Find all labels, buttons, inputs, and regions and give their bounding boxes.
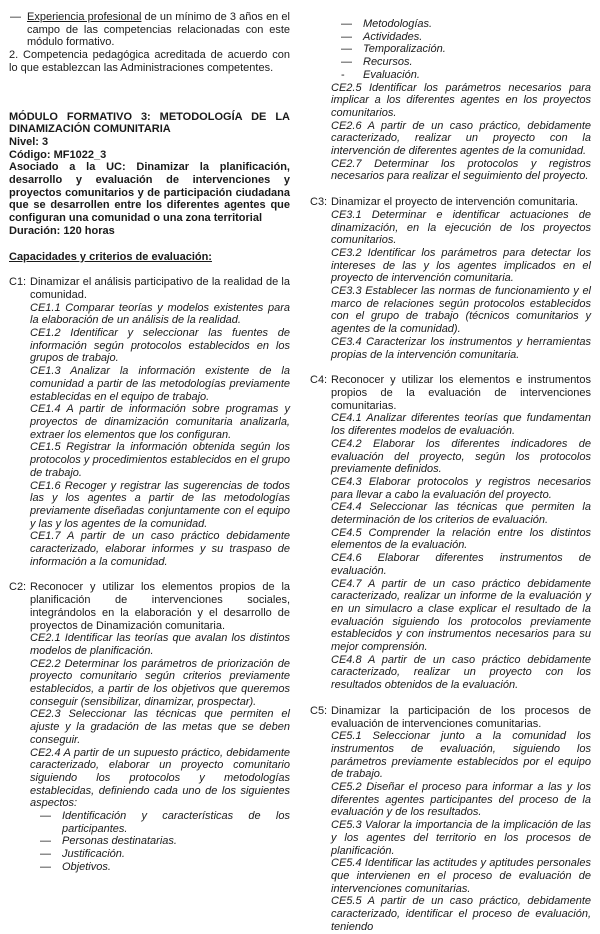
criterion: CE2.4 A partir de un supuesto práctico, debidamente caracterizado, elaborar un proyecto comunitario siguiendo los protocolos y metodologías establecidas, definiendo cada uno de los siguientes aspectos:: [30, 746, 290, 810]
aspect-item: [331, 43, 591, 56]
aspect-text: Recursos.: [363, 56, 413, 69]
capacity-text: Dinamizar el proyecto de intervención comunitaria.: [331, 196, 579, 209]
criterion: CE5.5 A partir de un caso práctico, debidamente caracterizado, identificar el proceso de evaluación, teniendo: [331, 895, 591, 933]
criterion: CE3.1 Determinar e identificar actuaciones de dinamización, en la ejecución de los proyectos comunitarios.: [331, 208, 591, 247]
criterion: CE1.4 A partir de información sobre programas y proyectos de dinamización comunitaria analizarla, extraer los elementos que los configuran.: [30, 403, 290, 441]
criterion: CE1.5 Registrar la información obtenida según los protocolos y procedimientos establecidos en el grupo de trabajo.: [30, 441, 290, 479]
capacity-id: C2:: [9, 581, 27, 594]
experience-label: Experiencia profesional: [27, 11, 142, 23]
aspect-item: [30, 848, 290, 861]
criterion: CE1.2 Identificar y seleccionar las fuentes de información según protocolos establecidos en los grupos de trabajo.: [30, 327, 290, 365]
criterion: CE4.7 A partir de un caso práctico debidamente caracterizado, realizar un informe de la evaluación y en un simulacro a clase explicar el resultado de la evaluación siguiendo los protocolos previamente establecidos y con instrumentos necesarios para su mejor comprensión.: [331, 577, 591, 654]
criterion: CE2.3 Seleccionar las técnicas que permiten el ajuste y la gradación de las metas que se deben conseguir.: [30, 708, 290, 746]
aspect-item: [331, 56, 591, 69]
dash-bullet: -: [341, 68, 345, 81]
criterion: CE2.1 Identificar las teorías que avalan los distintos modelos de planificación.: [30, 632, 290, 657]
criterion: CE3.4 Caracterizar los instrumentos y herramientas propias de la intervención comunitaria.: [331, 335, 591, 361]
criterion: CE1.3 Analizar la información existente de la comunidad a partir de las metodologías previamente establecidas en el equipo de trabajo.: [30, 365, 290, 403]
experience-requirement: [9, 11, 290, 49]
criterion: CE4.5 Comprender la relación entre los distintos elementos de la evaluación.: [331, 526, 591, 552]
module-title: MÓDULO FORMATIVO 3: METODOLOGÍA DE LA DINAMIZACIÓN COMUNITARIA: [9, 110, 290, 136]
criteria-heading-text: Capacidades y criterios de evaluación:: [9, 250, 212, 263]
dash-bullet: —: [10, 11, 21, 23]
capacity-id: C3:: [310, 196, 328, 209]
aspect-text: Evaluación.: [363, 68, 420, 81]
aspect-text: Identificación y características de los participantes.: [62, 810, 290, 835]
capacity-c1: [9, 276, 290, 568]
criterion: CE2.7 Determinar los protocolos y registros necesarios para realizar el seguimiento del proyecto.: [331, 157, 591, 183]
capacity-text: Dinamizar el análisis participativo de la realidad de la comunidad.: [30, 276, 290, 301]
criterion: CE4.8 A partir de un caso práctico debidamente caracterizado, realizar un proyecto con los resultados obtenidos de la evaluación.: [331, 653, 591, 692]
criterion: CE1.6 Recoger y registrar las sugerencias de todos las y los agentes a partir de las metodologías previamente diseñadas conjuntamente con el equipo y las y los agentes de la comunidad.: [30, 479, 290, 530]
criterion: CE4.1 Analizar diferentes teorías que fundamentan los diferentes modelos de evaluación.: [331, 412, 591, 438]
aspect-item: [30, 810, 290, 835]
capacity-c5: [310, 705, 591, 934]
aspect-item: [30, 835, 290, 848]
aspect-item: [30, 861, 290, 874]
capacity-c4: [310, 374, 591, 692]
dash-bullet: —: [341, 18, 352, 30]
capacity-text: Reconocer y utilizar los elementos propios de la planificación de intervenciones sociales, integrándolos en la elaboración y el desarrollo de proyectos de Dinamización comunitaria.: [30, 581, 290, 632]
criterion: CE5.2 Diseñar el proceso para informar a las y los diferentes agentes participantes del proceso de la evaluación y de los resultados.: [331, 781, 591, 819]
module-code: Código: MF1022_3: [9, 148, 107, 161]
capacity-id: C5:: [310, 704, 328, 717]
module-associated-uc: Asociado a la UC: Dinamizar la planificación, desarrollo y evaluación de intervenciones y proyectos comunitarios y de participación ciudadana que se desarrollen entre los diferentes agentes que configuran una comunidad o una zona territorial: [9, 161, 290, 225]
aspect-text: Actividades.: [363, 30, 423, 43]
capacity-c2-continued: [310, 18, 591, 183]
experience-text: de un mínimo de 3 años en el campo de las competencias relacionadas con este módulo formativo.: [27, 11, 290, 49]
dash-bullet: —: [341, 43, 352, 56]
criterion: CE5.1 Seleccionar junto a la comunidad los instrumentos de evaluación, siguiendo los parámetros previamente establecidos por el equipo de trabajo.: [331, 730, 591, 781]
criterion: CE2.6 A partir de un caso práctico, debidamente caracterizado, realizar un proyecto con la intervención de diferentes agentes de la comunidad.: [331, 119, 591, 158]
aspect-text: Objetivos.: [62, 860, 111, 873]
dash-bullet: —: [40, 848, 51, 861]
criterion: CE3.3 Establecer las normas de funcionamiento y el marco de relaciones según protocolos establecidos con el grupo de trabajo (técnicos comunitarios y agentes de la comunidad).: [331, 285, 591, 336]
criterion: CE5.3 Valorar la importancia de la implicación de las y los agentes del territorio en los procesos de planificación.: [331, 819, 591, 857]
aspect-text: Temporalización.: [363, 43, 446, 56]
capacity-id: C1:: [9, 276, 27, 289]
capacity-id: C4:: [310, 374, 328, 387]
capacity-text: Dinamizar la participación de los procesos de evaluación de intervenciones comunitarias.: [331, 704, 591, 730]
criterion: CE4.3 Elaborar protocolos y registros necesarios para llevar a cabo la evaluación del proyecto.: [331, 475, 591, 501]
right-column: [310, 0, 591, 934]
aspect-text: Metodologías.: [363, 18, 433, 30]
dash-bullet: —: [341, 56, 352, 69]
dash-bullet: —: [341, 30, 352, 43]
criterion: CE5.4 Identificar las actitudes y aptitudes personales que intervienen en el proceso de evaluación de intervenciones comunitarias.: [331, 857, 591, 895]
criterion: CE4.6 Elaborar diferentes instrumentos de evaluación.: [331, 552, 591, 577]
criteria-heading: [9, 251, 290, 264]
aspect-text: Justificación.: [62, 848, 125, 861]
aspect-item: [331, 31, 591, 44]
module-duration: Duración: 120 horas: [9, 224, 115, 237]
capacity-c3: [310, 196, 591, 361]
criterion: CE1.1 Comparar teorías y modelos existentes para la elaboración de un análisis de la realidad.: [30, 301, 290, 327]
capacity-c2: [9, 581, 290, 873]
criterion: CE2.5 Identificar los parámetros necesarios para implicar a los diferentes agentes en los proyectos comunitarios.: [331, 81, 591, 119]
aspect-item: [331, 18, 591, 31]
dash-bullet: —: [40, 835, 51, 848]
capacity-text: Reconocer y utilizar los elementos e instrumentos propios de la evaluación de intervenciones comunitarias.: [331, 374, 591, 412]
module-level: Nivel: 3: [9, 135, 49, 148]
left-column: [9, 0, 290, 874]
dash-bullet: —: [40, 860, 51, 873]
criterion: CE1.7 A partir de un caso práctico debidamente caracterizado, elaborar informes y su traspaso de información a la comunidad.: [30, 530, 290, 568]
dash-bullet: —: [40, 810, 51, 823]
aspect-item: [331, 69, 591, 82]
criterion: CE2.2 Determinar los parámetros de priorización de proyecto comunitario según criterios previamente establecidos, a partir de los objetivos que queremos conseguir (sensibilizar, dinamizar, prospectar).: [30, 657, 290, 708]
criterion: CE3.2 Identificar los parámetros para detectar los intereses de las y los agentes implicados en el proyecto de intervención comunitaria.: [331, 246, 591, 285]
pedagogy-requirement: 2. Competencia pedagógica acreditada de acuerdo con lo que establezcan las Administraciones competentes.: [9, 49, 290, 74]
criterion: CE4.2 Elaborar los diferentes indicadores de evaluación del proyecto, según los protocolos previamente definidos.: [331, 437, 591, 476]
aspect-text: Personas destinatarias.: [62, 835, 177, 848]
criterion: CE4.4 Seleccionar las técnicas que permiten la determinación de los criterios de evaluación.: [331, 501, 591, 527]
